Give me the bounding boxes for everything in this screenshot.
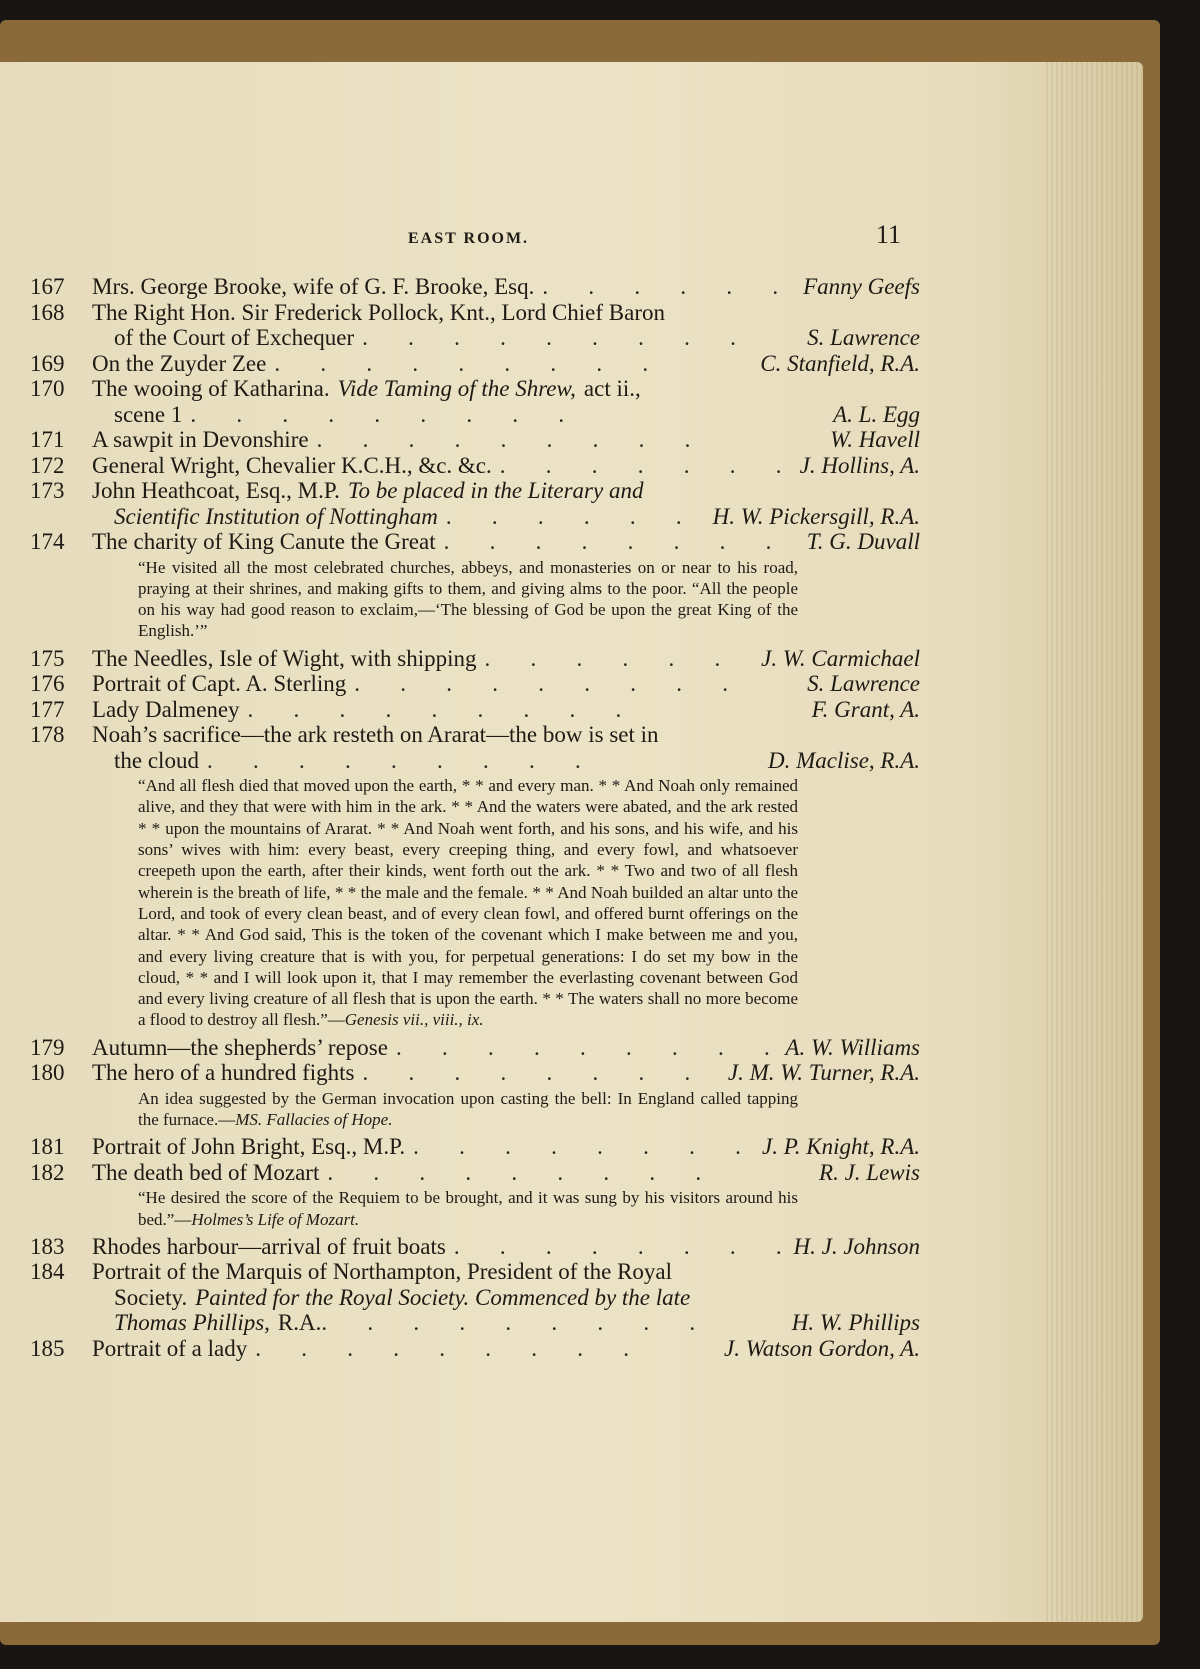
- entry-title: The Right Hon. Sir Frederick Pollock, Knt., Lord Chief Baron: [92, 299, 666, 325]
- artist-name: H. J. Johnson: [793, 1233, 920, 1259]
- entry-number: 178: [30, 722, 65, 748]
- entry-title: On the Zuyder Zee: [92, 350, 267, 376]
- entry-title: Portrait of the Marquis of Northampton, President of the Royal: [92, 1259, 673, 1285]
- artist-name: F. Grant, A.: [811, 696, 920, 722]
- catalogue-entry: [30, 646, 920, 672]
- entry-title: Noah’s sacrifice—the ark resteth on Ararat—the bow is set in: [92, 722, 659, 748]
- leader-dots: [317, 427, 825, 453]
- artist-name: A. L. Egg: [833, 401, 920, 427]
- entry-number: 168: [30, 299, 65, 325]
- catalogue-entry: [30, 1259, 920, 1336]
- leader-dots: [354, 671, 801, 697]
- entry-title: scene 1: [114, 401, 183, 427]
- entry-line: [92, 1259, 920, 1285]
- entry-number: 180: [30, 1060, 65, 1086]
- page: [0, 62, 1143, 1622]
- entry-line: [92, 1234, 920, 1260]
- artist-name: D. Maclise, R.A.: [767, 747, 920, 773]
- leader-dots: [542, 274, 797, 300]
- entry-line: [92, 1310, 920, 1336]
- quotation-text: “And all flesh died that moved upon the earth, * * and every man. * * And Noah only remained alive, and they that were with him in the ark. * * And the waters were abated, and the ark rested * * upon the mountains of Ararat. * * And Noah went forth, and his sons, and his wife, and his sons’ wives with him: every beast, every creeping thing, and every fowl, and whatsoever creepeth upon the earth, after their kinds, went forth out the ark. * * Two and two of all flesh wherein is the breath of life, * * the male and the female. * * And Noah builded an altar unto the Lord, and took of every clean beast, and of every clean fowl, and offered burnt offerings on the altar. * * And God said, This is the token of the covenant which I make between me and you, and every living creature that is with you, for perpetual generations: I do set my bow in the cloud, * * and I will look upon it, that I may remember the everlasting covenant between God and every living creature of all flesh that is upon the earth. * * The waters shall no more become a flood to destroy all flesh.”—: [138, 776, 798, 1030]
- entry-title: Autumn—the shepherds’ repose: [92, 1034, 388, 1060]
- entry-quotation: [30, 775, 798, 1031]
- entry-line: [92, 1060, 920, 1086]
- entry-number: 170: [30, 376, 65, 401]
- entry-number: 181: [30, 1134, 65, 1160]
- entry-number: 173: [30, 478, 65, 503]
- leader-dots: [321, 1310, 785, 1336]
- entry-title: Lady Dalmeney: [92, 696, 240, 722]
- entry-line: [92, 1134, 920, 1160]
- leader-dots: [484, 646, 755, 672]
- artist-name: S. Lawrence: [807, 325, 920, 350]
- entry-line: [92, 427, 920, 453]
- page-number: 11: [876, 220, 902, 249]
- entry-line: [92, 646, 920, 672]
- entry-line: [92, 402, 920, 428]
- leader-dots: [444, 529, 801, 555]
- entry-title: Society.: [114, 1284, 188, 1310]
- entry-line: [92, 274, 920, 300]
- entry-note-rest: R.A.: [277, 1310, 322, 1336]
- artist-name: J. M. W. Turner, R.A.: [727, 1060, 920, 1086]
- entry-title: The death bed of Mozart: [92, 1159, 320, 1185]
- leader-dots: [413, 1134, 756, 1160]
- leader-dots: [327, 1160, 813, 1186]
- entry-title: A sawpit in Devonshire: [92, 427, 309, 452]
- entry-number: 179: [30, 1034, 65, 1060]
- entry-title: the cloud: [114, 747, 199, 773]
- entry-line: [92, 722, 920, 748]
- catalogue-entry: [30, 453, 920, 479]
- artist-name: J. Watson Gordon, A.: [724, 1335, 920, 1361]
- entry-line: [92, 325, 920, 351]
- artist-name: A. W. Williams: [785, 1034, 920, 1060]
- artist-name: H. W. Phillips: [791, 1310, 920, 1336]
- entry-number: 183: [30, 1233, 65, 1259]
- artist-name: T. G. Duvall: [806, 529, 920, 554]
- leader-dots: [207, 748, 762, 774]
- entry-quotation: [30, 557, 798, 642]
- entry-note: Painted for the Royal Society. Commenced by the late: [195, 1284, 691, 1310]
- leader-dots: [454, 1234, 788, 1260]
- entry-number: 171: [30, 427, 65, 452]
- entry-title: Mrs. George Brooke, wife of G. F. Brooke, Esq.: [92, 274, 535, 299]
- entry-number: 177: [30, 696, 65, 722]
- entry-title: Rhodes harbour—arrival of fruit boats: [92, 1233, 446, 1259]
- entry-line: [92, 504, 920, 530]
- artist-name: W. Havell: [830, 427, 920, 452]
- entry-title: John Heathcoat, Esq., M.P.: [92, 478, 340, 503]
- entry-number: 174: [30, 529, 65, 554]
- entry-title: Portrait of John Bright, Esq., M.P.: [92, 1134, 406, 1160]
- catalogue-entries: [30, 274, 920, 1361]
- page-edges: [1046, 62, 1143, 1622]
- entry-note: Thomas Phillips,: [114, 1310, 270, 1336]
- leader-dots: [446, 504, 707, 530]
- catalogue-entry: [30, 1160, 920, 1186]
- entry-line: [92, 1285, 920, 1311]
- entry-line: [92, 697, 920, 723]
- entry-number: 167: [30, 274, 65, 299]
- entry-note: Scientific Institution of Nottingham: [114, 503, 438, 529]
- artist-name: J. W. Carmichael: [761, 645, 920, 671]
- entry-line: [92, 1160, 920, 1186]
- entry-line: [92, 1336, 920, 1362]
- entry-note: To be placed in the Literary and: [347, 478, 644, 503]
- quotation-text: “He visited all the most celebrated churches, abbeys, and monasteries on or near to his road, praying at their shrines, and making gifts to them, and giving alms to the poor. “All the people on his way had good reason to exclaim,—‘The blessing of God be upon the great King of the English.’”: [138, 557, 798, 641]
- artist-name: J. P. Knight, R.A.: [761, 1134, 920, 1160]
- leader-dots: [255, 1336, 718, 1362]
- catalogue-entry: [30, 722, 920, 773]
- quotation-source: Genesis vii., viii., ix.: [344, 1010, 484, 1030]
- entry-title: The hero of a hundred fights: [92, 1060, 355, 1086]
- entry-line: [92, 300, 920, 326]
- catalogue-entry: [30, 376, 920, 427]
- catalogue-entry: [30, 1060, 920, 1086]
- entry-note-rest: act ii.,: [583, 376, 641, 401]
- artist-name: S. Lawrence: [807, 671, 920, 697]
- entry-quotation: [30, 1187, 798, 1230]
- catalogue-entry: [30, 300, 920, 351]
- catalogue-entry: [30, 1234, 920, 1260]
- entry-line: [92, 478, 920, 504]
- catalogue-entry: [30, 274, 920, 300]
- entry-title: General Wright, Chevalier K.C.H., &c. &c.: [92, 452, 492, 478]
- entry-title: Portrait of Capt. A. Sterling: [92, 671, 347, 697]
- entry-line: [92, 1035, 920, 1061]
- leader-dots: [500, 453, 794, 479]
- catalogue-entry: [30, 351, 920, 377]
- entry-line: [92, 376, 920, 402]
- entry-title: of the Court of Exchequer: [114, 325, 355, 350]
- entry-number: 169: [30, 350, 65, 376]
- artist-name: J. Hollins, A.: [799, 452, 920, 478]
- catalogue-entry: [30, 529, 920, 555]
- artist-name: C. Stanfield, R.A.: [760, 350, 920, 376]
- entry-quotation: [30, 1088, 798, 1131]
- entry-number: 184: [30, 1259, 65, 1285]
- entry-number: 172: [30, 452, 65, 478]
- entry-line: [92, 671, 920, 697]
- artist-name: R. J. Lewis: [819, 1159, 920, 1185]
- artist-name: Fanny Geefs: [803, 274, 920, 299]
- entry-number: 176: [30, 671, 65, 697]
- entry-number: 182: [30, 1159, 65, 1185]
- leader-dots: [248, 697, 806, 723]
- leader-dots: [274, 351, 754, 377]
- running-head: EAST ROOM.: [408, 230, 530, 247]
- leader-dots: [396, 1035, 779, 1061]
- catalogue-entry: [30, 671, 920, 697]
- leader-dots: [363, 1060, 722, 1086]
- quotation-text: “He desired the score of the Requiem to be brought, and it was sung by his visitors around his bed.”—: [138, 1188, 798, 1229]
- entry-line: [92, 748, 920, 774]
- catalogue-entry: [30, 1134, 920, 1160]
- entry-number: 175: [30, 645, 65, 671]
- entry-line: [92, 351, 920, 377]
- entry-number: 185: [30, 1335, 65, 1361]
- catalogue-entry: [30, 1035, 920, 1061]
- entry-title: The Needles, Isle of Wight, with shipping: [92, 645, 477, 671]
- entry-note: Vide Taming of the Shrew,: [337, 376, 576, 401]
- quotation-text: An idea suggested by the German invocation upon casting the bell: In England called tapping the furnace.—: [138, 1088, 798, 1130]
- entry-line: [92, 529, 920, 555]
- entry-line: [92, 453, 920, 479]
- entry-title: The wooing of Katharina.: [92, 376, 330, 401]
- leader-dots: [190, 402, 827, 428]
- catalogue-entry: [30, 427, 920, 453]
- entry-title: Portrait of a lady: [92, 1335, 248, 1361]
- catalogue-entry: [30, 697, 920, 723]
- catalogue-entry: [30, 1336, 920, 1362]
- artist-name: H. W. Pickersgill, R.A.: [712, 503, 920, 529]
- entry-title: The charity of King Canute the Great: [92, 529, 436, 554]
- leader-dots: [362, 325, 801, 351]
- quotation-source: MS. Fallacies of Hope.: [235, 1110, 393, 1130]
- quotation-source: Holmes’s Life of Mozart.: [191, 1209, 360, 1229]
- catalogue-entry: [30, 478, 920, 529]
